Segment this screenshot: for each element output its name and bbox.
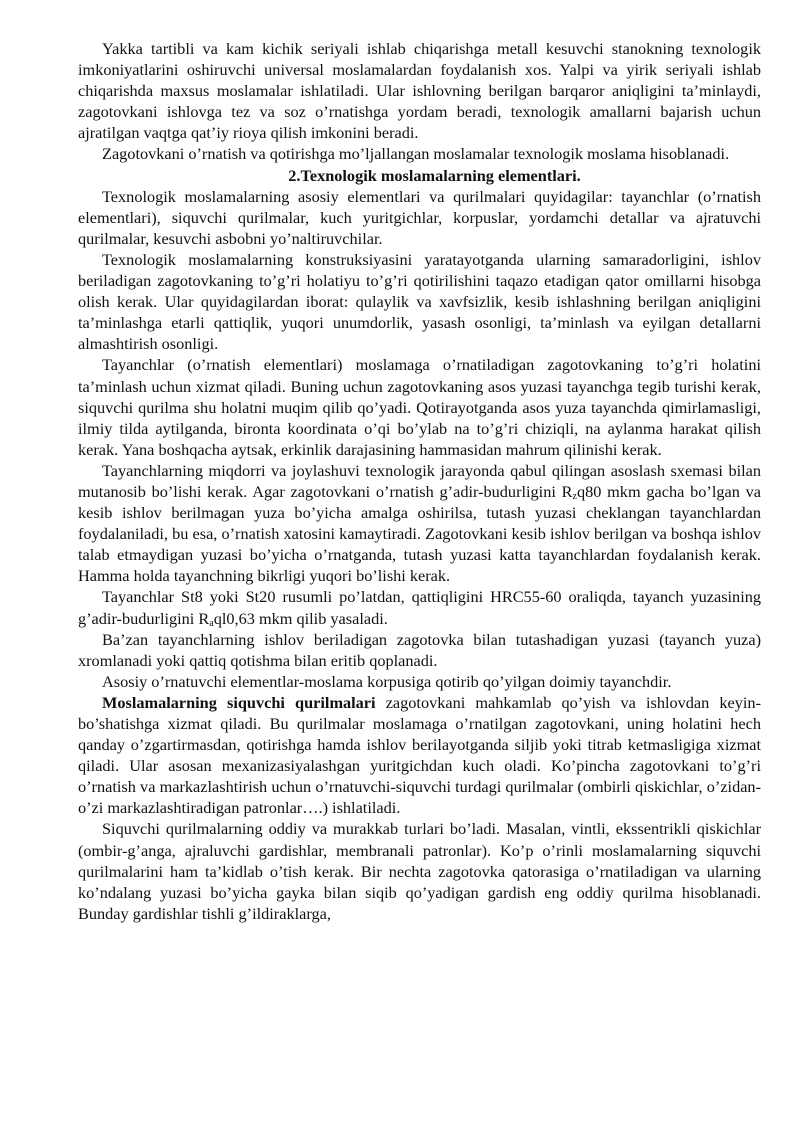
paragraph-text: Tayanchlarning miqdorri va joylashuvi texnologik jarayonda qabul qilingan asoslash sxemasi bilan mutanosib bo’lishi kerak. Agar zagotovkani o’rnatish g’adir-budurligini R [78,460,761,501]
paragraph-text: zagotovkani mahkamlab qo’yish va ishlovdan keyin-bo’shatishga xizmat qiladi. Bu qurilmalar moslamaga o’rnatilgan zagotovkani, uning holatini hech qanday o’zgartirmasdan, qotirishga hamda ishlov berilayotganda siljib yoki titrab ketmasligiga xizmat qiladi. Ular asosan mexanizasiyalashgan yuritgichdan kuch oladi. Ko’pincha zagotovkani to’g’ri o’rnatish va markazlashtirish uchun o’rnatuvchi-siquvchi turdagi qurilmalar (ombirli qiskichlar, o’zidan-o’zi markazlashtiradigan patronlar….) ishlatiladi. [78,692,761,818]
paragraph-support-layout [78,460,761,587]
paragraph-chrome-plating: Ba’zan tayanchlarning ishlov beriladigan zagotovka bilan tutashadigan yuzasi (tayanch yuza) xromlanadi yoki qattiq qotishma bilan eritib qoplanadi. [78,629,761,670]
paragraph-text: ql0,63 mkm qilib yasaladi. [213,608,388,628]
bold-term: Moslamalarning siquvchi qurilmalari [102,692,376,712]
subscript: z [572,490,577,502]
paragraph-definition: Zagotovkani o’rnatish va qotirishga mo’ljallangan moslamalar texnologik moslama hisoblanadi. [102,144,730,164]
document-page [78,38,761,924]
paragraph-supports: Tayanchlar (o’rnatish elementlari) moslamaga o’rnatiladigan zagotovkaning to’g’ri holatini ta’minlash uchun xizmat qiladi. Buning uchun zagotovkaning asos yuzasi tayanchga tegib turishi kerak, siquvchi qurilma shu holatni muqim qilib qo’yadi. Qotirayotganda asos yuza tayanchda qimirlamasligi, ilmiy tilda aytilganda, bironta koordinata o’qi bo’ylab na to’g’ri chiziqli, na aylanma harakat qilish kerak. Yana boshqacha aytsak, erkinlik darajasining hammasidan mahrum qilinishi kerak. [78,355,761,459]
paragraph-design-factors: Texnologik moslamalarning konstruksiyasini yaratayotganda ularning samaradorligini, ishlov beriladigan zagotovkaning to’g’ri holatiyu to’g’ri qotirilishini taqazo etadigan qator omillarni hisobga olish kerak. Ular quyidagilardan iborat: qulaylik va xavfsizlik, kesib ishlashning berilgan aniqligini ta’minlashga etarli qattiqlik, yuqori unumdorlik, yasash osonligi, ta’minlash va eyilgan detallarni almashtirish osonligi. [78,249,761,354]
subscript: a [209,617,214,629]
paragraph-clamp-types: Siquvchi qurilmalarning oddiy va murakkab turlari bo’ladi. Masalan, vintli, ekssentrikli qiskichlar (ombir-g’anga, ajraluvchi gardishlar, membranali patronlar). Ko’p o’rinli moslamalarning siquvchi qurilmalarini ham ta’kidlab o’tish kerak. Bir nechta zagotovka qatorasiga o’rnatiladigan va ularning ko’ndalang yuzasi bo’yicha gayka bilan siqib qo’yadigan gardish eng oddiy qurilma hisoblanadi. Bunday gardishlar tishli g’ildiraklarga, [78,819,761,923]
paragraph-elements: Texnologik moslamalarning asosiy elementlari va qurilmalari quyidagilar: tayanchlar (o’rnatish elementlari), siquvchi qurilmalar, kuch yuritgichlar, korpuslar, yordamchi detallar va ajratuvchi qurilmalar, kesuvchi asbobni yo’naltiruvchilar. [78,186,761,248]
section-heading: 2.Texnologik moslamalarning elementlari. [288,165,581,185]
paragraph-text: q80 mkm gacha bo’lgan va kesib ishlov berilmagan yuza bo’yicha amalga oshirilsa, tutash yuzasi cheklangan tayanchlardan foydalaniladi, bu esa, o’rnatish xatosini kamaytiradi. Zagotovkani kesib ishlov berilgan va boshqa ishlov talab etmaydigan yuzasi bo’yicha o’rnatganda, tutash yuzasi katta tayanchlardan foydalanish kerak. Hamma holda tayanchning bikrligi yuqori bo’lishi kerak. [78,481,761,586]
paragraph-intro: Yakka tartibli va kam kichik seriyali ishlab chiqarishga metall kesuvchi stanokning texnologik imkoniyatlarini oshiruvchi universal moslamalardan foydalanish xos. Yalpi va yirik seriyali ishlab chiqarishda maxsus moslamalar ishlatiladi. Ular ishlovning berilgan barqaror aniqligini ta’minlaydi, zagotovkani ishlovga tez va soz o’rnatishga yordam beradi, texnologik amallarni bajarish uchun ajratilgan vaqtga qat’iy rioya qilish imkonini beradi. [78,39,761,143]
paragraph-permanent-support: Asosiy o’rnatuvchi elementlar-moslama korpusiga qotirib qo’yilgan doimiy tayanchdir. [102,671,672,691]
paragraph-support-material [78,586,761,628]
paragraph-text: Tayanchlar St8 yoki St20 rusumli po’latdan, qattiqligini HRC55-60 oraliqda, tayanch yuzasining g’adir-budurligini R [78,587,761,628]
paragraph-clamping-devices [78,692,761,819]
